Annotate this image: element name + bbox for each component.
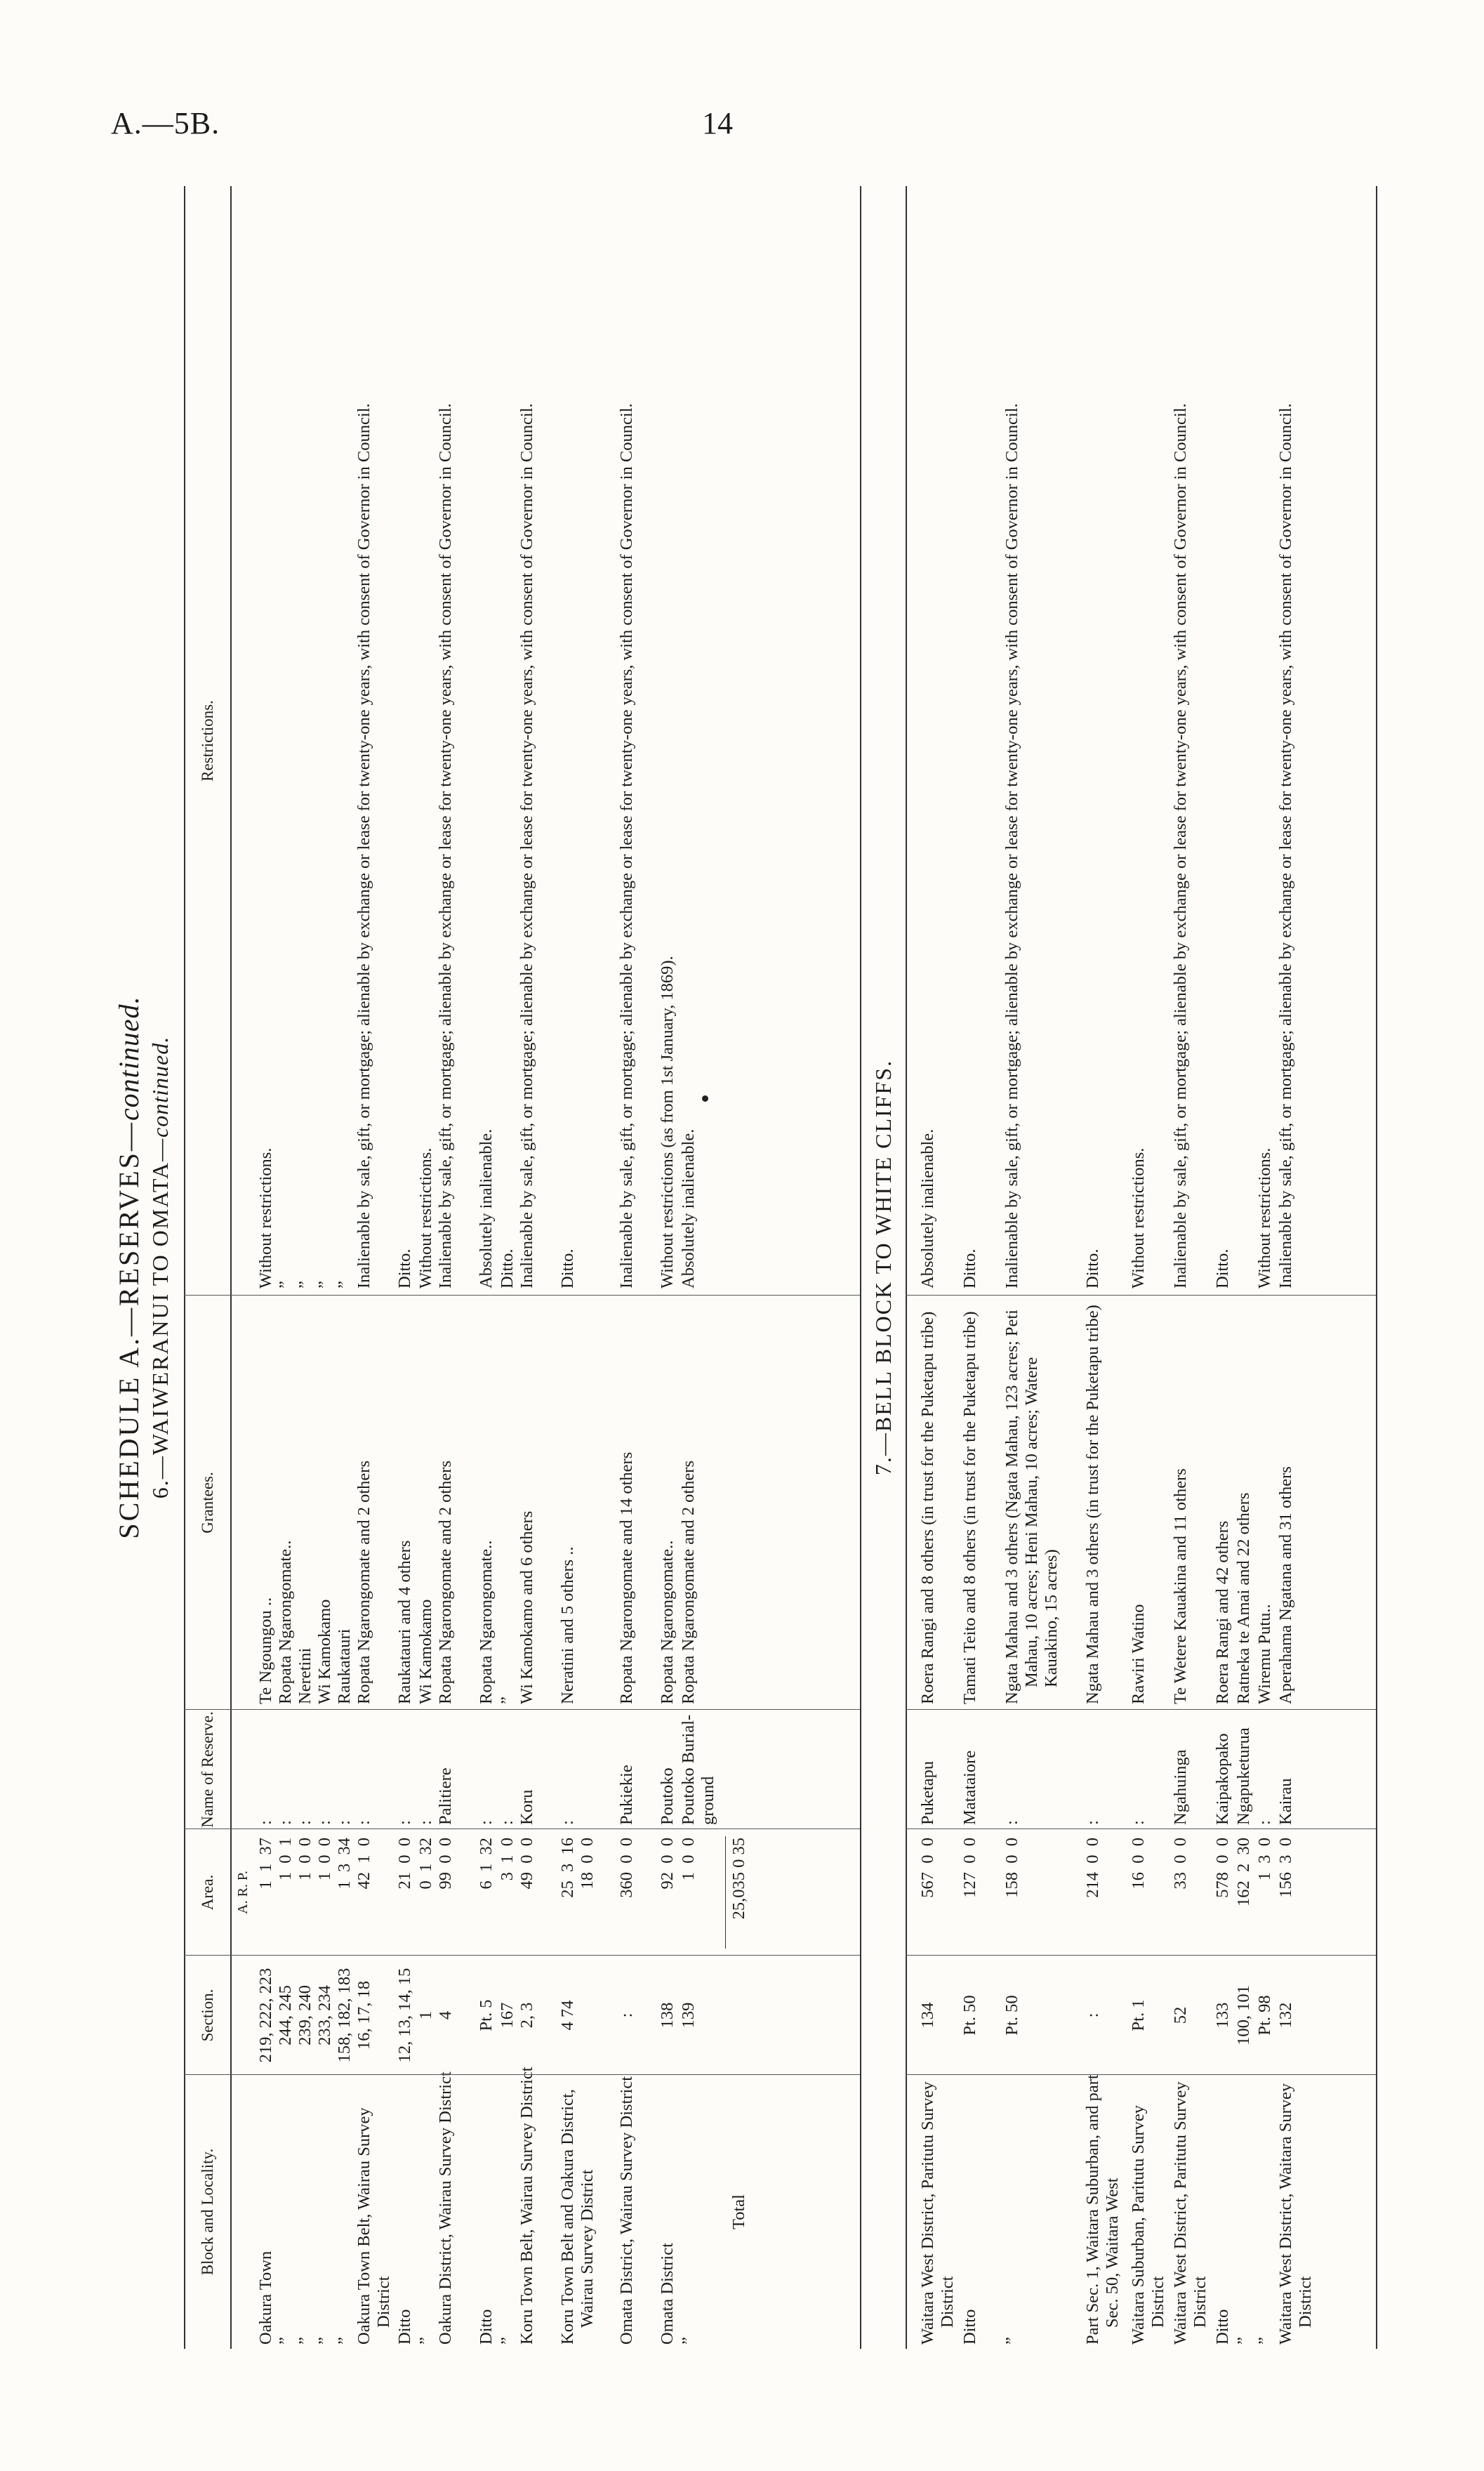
sec7-section: 132 — [1276, 2002, 1295, 2029]
sec6-restrictions: Inalienable by sale, gift, or mortgage; alienable by exchange or lease for twenty-one years, with consent of Governor in Council. — [517, 403, 536, 1289]
sec6-grantees: Wi Kamokamo — [416, 1599, 435, 1704]
heading-suffix: continued. — [113, 996, 145, 1121]
sec7-restrictions: Ditto. — [1213, 1248, 1232, 1289]
sec6-restrictions: Without restrictions. — [256, 1147, 275, 1289]
sec6-col-divider — [184, 1828, 860, 1829]
sec6-grantees: Wi Kamokamo and 6 others — [517, 1510, 536, 1704]
table-top-rule — [184, 186, 185, 2349]
sec6-grantees: Raukatauri and 4 others — [395, 1540, 414, 1704]
sec6-restrictions: Without restrictions. — [416, 1147, 435, 1289]
sec7-locality: Ditto — [1213, 2309, 1232, 2345]
sec6-grantees: Ropata Ngarongomate.. — [477, 1540, 496, 1704]
rotated-schedule — [105, 186, 1390, 2349]
sec7-section: Pt. 98 — [1255, 1995, 1274, 2036]
sec6-col-divider — [184, 1295, 860, 1296]
sec6-locality: Oakura District, Wairau Survey District — [436, 2071, 455, 2345]
heading-main: SCHEDULE A.—RESERVES— — [113, 1121, 145, 1539]
sec7-section: : — [1083, 2012, 1102, 2018]
sec6-restrictions: Inalienable by sale, gift, or mortgage; alienable by exchange or lease for twenty-one years, with consent of Governor in Council. — [617, 403, 636, 1289]
sec6-restrictions: Absolutely inalienable. — [477, 1128, 496, 1289]
sec6-grantees: Raukatauri — [335, 1628, 354, 1704]
sec7-reserve: Puketapu — [918, 1760, 937, 1825]
sec7-grantees: Tamati Teito and 8 others (in trust for the Puketapu tribe) — [960, 1311, 979, 1704]
sec6-reserve: : — [558, 1820, 577, 1825]
sec7-restrictions: Inalienable by sale, gift, or mortgage; alienable by exchange or lease for twenty-one years, with consent of Governor in Council. — [1276, 403, 1295, 1289]
sec6-locality: Koru Town Belt, Wairau Survey District — [517, 2067, 536, 2345]
sec6-reserve: : — [296, 1820, 314, 1825]
sec6-reserve: Poutoko Burial-ground — [679, 1714, 717, 1825]
sec7-reserve: Kairau — [1276, 1778, 1295, 1825]
sec7-locality: Part Sec. 1, Waitara Suburban, and part Sec. 50, Waitara West — [1083, 2074, 1122, 2345]
sec6-reserve: : — [276, 1820, 295, 1825]
sec7-area: 567 0 0 — [918, 1838, 937, 1898]
sec7-reserve: : — [1083, 1820, 1102, 1825]
sec6-area: 1 0 1 — [276, 1838, 295, 1881]
sec7-section: Pt. 50 — [960, 1995, 979, 2036]
sec6-area: 3 1 0 — [498, 1838, 517, 1881]
sec7-grantees: Ngata Mahau and 3 others (in trust for the Puketapu tribe) — [1083, 1305, 1102, 1704]
sec7-area: 33 0 0 — [1171, 1838, 1190, 1890]
sec6-restrictions: Inalienable by sale, gift, or mortgage; alienable by exchange or lease for twenty-one years, with consent of Governor in Council. — [436, 403, 455, 1289]
sec6-area: 360 0 0 — [617, 1838, 636, 1898]
sec7-area: 162 2 30 — [1234, 1838, 1253, 1906]
sec6-section: : — [617, 2012, 636, 2018]
section-6-title-suffix: continued. — [147, 1036, 173, 1138]
sec6-section: 139 — [679, 2002, 698, 2029]
sec6-grantees: Ropata Ngarongomate.. — [276, 1540, 295, 1704]
sec6-area: 21 0 0 — [395, 1838, 414, 1890]
sec6-area: 1 1 37 — [256, 1838, 275, 1890]
sec7-grantees: Ngata Mahau and 3 others (Ngata Mahau, 123 acres; Peti Mahau, 10 acres; Heni Mahau, 10 acres; Watere Kauakino, 15 acres) — [1002, 1310, 1061, 1704]
sec7-section: Pt. 1 — [1129, 1999, 1148, 2031]
sec7-section: Pt. 50 — [1002, 1995, 1021, 2036]
sec6-restrictions: Ditto. — [498, 1248, 517, 1289]
sec6-locality: ” — [296, 2337, 314, 2345]
sec6-locality: ” — [416, 2337, 435, 2345]
sec6-grantees: Wi Kamokamo — [315, 1599, 334, 1704]
sec6-section: 158, 182, 183 — [335, 1968, 354, 2063]
sec7-section: 100, 101 — [1234, 1985, 1253, 2045]
sec6-grantees: Ropata Ngarongomate.. — [658, 1540, 677, 1704]
sec6-section: 167 — [498, 2002, 517, 2029]
sec6-grantees: Ropata Ngarongomate and 2 others — [436, 1461, 455, 1704]
sec6-reserve: Palitiere — [436, 1767, 455, 1825]
sec6-col-divider — [184, 1709, 860, 1710]
sec6-locality: ” — [335, 2337, 354, 2345]
sec7-grantees: Rawiri Watino — [1129, 1604, 1148, 1704]
sec6-reserve: : — [395, 1820, 414, 1825]
sec7-locality: Ditto — [960, 2309, 979, 2345]
sec6-locality: Oakura Town Belt, Wairau Survey District — [355, 2107, 393, 2345]
sec7-locality: Waitara West District, Paritutu Survey District — [1171, 2081, 1210, 2345]
sec7-locality: Waitara West District, Waitara Survey District — [1276, 2083, 1315, 2345]
section-6-title-text: 6.—WAIWERANUI TO OMATA— — [147, 1137, 173, 1499]
sec7-reserve: Kaipakopako — [1213, 1733, 1232, 1825]
section-6-bottom-rule — [860, 186, 861, 2349]
total-area: 25,035 0 35 — [729, 1838, 748, 1920]
sec7-area: 16 0 0 — [1129, 1838, 1148, 1890]
sec7-locality: Waitara Suburban, Paritutu Survey District — [1129, 2105, 1167, 2345]
sec6-section: 4 — [436, 2010, 455, 2020]
sec7-restrictions: Ditto. — [1083, 1248, 1102, 1289]
sec7-restrictions: Inalienable by sale, gift, or mortgage; alienable by exchange or lease for twenty-one years, with consent of Governor in Council. — [1002, 403, 1021, 1289]
sec6-reserve: Koru — [517, 1789, 536, 1825]
sec6-restrictions: ” — [276, 1281, 295, 1289]
sec7-reserve: : — [1255, 1820, 1274, 1825]
sec6-area: 25 3 16 18 0 0 — [558, 1838, 597, 1898]
sec7-reserve: Matataiore — [960, 1750, 979, 1825]
sec6-area: 1 0 0 — [679, 1838, 698, 1881]
sec7-reserve: Ngapuketurua — [1234, 1727, 1253, 1825]
sec7-col-divider — [906, 2074, 1376, 2075]
sec6-restrictions: Absolutely inalienable. — [679, 1128, 698, 1289]
area-units: A. R. P. — [235, 1871, 251, 1914]
sec6-area: 1 0 0 — [315, 1838, 334, 1881]
sec6-locality: ” — [498, 2337, 517, 2345]
sec6-area: 0 1 32 — [416, 1838, 435, 1890]
sec7-grantees: Wiremu Putu.. — [1255, 1604, 1274, 1704]
sec6-reserve: : — [416, 1820, 435, 1825]
sec6-reserve: : — [256, 1820, 275, 1825]
sec7-grantees: Aperahama Ngatana and 31 others — [1276, 1466, 1295, 1704]
sec6-reserve: : — [335, 1820, 354, 1825]
sec7-restrictions: Without restrictions. — [1255, 1147, 1274, 1289]
sec7-section: 133 — [1213, 2002, 1232, 2029]
sec6-restrictions: ” — [335, 1281, 354, 1289]
sec7-reserve: : — [1002, 1820, 1021, 1825]
column-header: Name of Reserve. — [199, 1711, 216, 1828]
header-bottom-rule — [230, 186, 232, 2349]
sec7-locality: Waitara West District, Paritutu Survey District — [918, 2081, 957, 2345]
sec7-locality: ” — [1234, 2337, 1253, 2345]
sec7-col-divider — [906, 1709, 1376, 1710]
sec7-locality: ” — [1002, 2337, 1021, 2345]
sec6-restrictions: Ditto. — [395, 1248, 414, 1289]
sec7-reserve: Ngahuinga — [1171, 1749, 1190, 1825]
sec7-area: 127 0 0 — [960, 1838, 979, 1898]
column-header: Section. — [199, 1989, 216, 2042]
sec6-grantees: Ropata Ngarongomate and 2 others — [679, 1461, 698, 1704]
page-identifier: A.—5B. — [111, 106, 220, 140]
sec6-restrictions: Without restrictions (as from 1st January, 1869). — [658, 956, 677, 1289]
sec7-section: 134 — [918, 2002, 937, 2029]
page-number: 14 — [702, 106, 733, 140]
sec6-section: Pt. 5 — [477, 1999, 496, 2031]
column-header: Restrictions. — [199, 700, 216, 782]
sec6-area: 1 3 34 — [335, 1838, 354, 1890]
sec7-area: 158 0 0 — [1002, 1838, 1021, 1898]
sec6-area: 1 0 0 — [296, 1838, 314, 1881]
sec7-grantees: Roera Rangi and 8 others (in trust for the Puketapu tribe) — [918, 1311, 937, 1704]
sec7-restrictions: Absolutely inalienable. — [918, 1128, 937, 1289]
sec6-locality: Ditto — [477, 2309, 496, 2345]
section-6-title — [147, 186, 173, 2349]
sec7-area: 578 0 0 — [1213, 1838, 1232, 1898]
sec6-restrictions: ” — [315, 1281, 334, 1289]
column-header: Grantees. — [199, 1472, 216, 1534]
sec6-grantees: ” — [498, 1696, 517, 1704]
sec6-reserve: : — [498, 1820, 517, 1825]
sec6-section: 1 — [416, 2010, 435, 2020]
sec6-locality: Koru Town Belt and Oakura District, Wairau Survey District — [558, 2089, 597, 2345]
sec6-area: 99 0 0 — [436, 1838, 455, 1890]
sec7-col-divider — [906, 1295, 1376, 1296]
sec6-section: 4 74 — [558, 2000, 577, 2031]
sec6-locality: Omata District, Wairau Survey District — [617, 2076, 636, 2345]
sec7-grantees: Te Wetere Kauakina and 11 others — [1171, 1468, 1190, 1704]
sec6-reserve: : — [477, 1820, 496, 1825]
sec6-grantees: Te Ngoungou .. — [256, 1597, 275, 1704]
sec6-area: 49 0 0 — [517, 1838, 536, 1890]
column-header: Block and Locality. — [199, 2148, 216, 2276]
sec6-area: 42 1 0 — [355, 1838, 373, 1890]
sec6-col-divider — [184, 2074, 860, 2075]
sec6-col-divider — [184, 1955, 860, 1956]
sec6-section: 12, 13, 14, 15 — [395, 1968, 414, 2063]
sec6-grantees: Ropata Ngarongomate and 2 others — [355, 1461, 373, 1704]
sec6-restrictions: Inalienable by sale, gift, or mortgage; alienable by exchange or lease for twenty-one years, with consent of Governor in Council. — [355, 403, 373, 1289]
sec7-restrictions: Inalienable by sale, gift, or mortgage; alienable by exchange or lease for twenty-one years, with consent of Governor in Council. — [1171, 403, 1190, 1289]
total-label: Total — [729, 2194, 748, 2229]
sec6-area: 92 0 0 — [658, 1838, 677, 1890]
sec6-locality: Omata District — [658, 2243, 677, 2345]
sec7-area: 1 3 0 — [1255, 1838, 1274, 1881]
sec6-section: 16, 17, 18 — [355, 1981, 373, 2050]
sec6-section: 138 — [658, 2002, 677, 2029]
sec6-grantees: Neratini and 5 others .. — [558, 1546, 577, 1704]
sec6-locality: Oakura Town — [256, 2251, 275, 2345]
sec6-locality: Ditto — [395, 2309, 414, 2345]
sec6-reserve: : — [355, 1820, 373, 1825]
sec6-reserve: : — [315, 1820, 334, 1825]
sec7-area: 214 0 0 — [1083, 1838, 1102, 1898]
sec6-restrictions: Ditto. — [558, 1248, 577, 1289]
sec7-section: 52 — [1171, 2006, 1190, 2024]
sec6-locality: ” — [679, 2337, 698, 2345]
sec7-grantees: Ratneka te Amai and 22 others — [1234, 1492, 1253, 1704]
total-rule — [725, 1836, 726, 1949]
schedule-heading — [112, 186, 145, 2349]
column-header: Area. — [199, 1874, 216, 1911]
table-bottom-rule — [1376, 186, 1377, 2349]
sec6-section: 219, 222, 223 — [256, 1968, 275, 2063]
sec6-area: 6 1 32 — [477, 1838, 496, 1890]
sec7-restrictions: Without restrictions. — [1129, 1147, 1148, 1289]
sec6-section: 244, 245 — [276, 1985, 295, 2045]
sec6-section: 2, 3 — [517, 2002, 536, 2029]
sec6-grantees: Neretini — [296, 1647, 314, 1704]
section-7-top-rule — [906, 186, 907, 2349]
sec7-restrictions: Ditto. — [960, 1248, 979, 1289]
sec6-reserve: Pukiekie — [617, 1765, 636, 1825]
sec6-grantees: Ropata Ngarongomate and 14 others — [617, 1451, 636, 1704]
sec6-restrictions: ” — [296, 1281, 314, 1289]
sec7-col-divider — [906, 1828, 1376, 1829]
sec7-col-divider — [906, 1955, 1376, 1956]
sec6-locality: ” — [276, 2337, 295, 2345]
sec7-grantees: Roera Rangi and 42 others — [1213, 1520, 1232, 1704]
sec6-section: 239, 240 — [296, 1985, 314, 2045]
sec6-reserve: Poutoko — [658, 1767, 677, 1825]
sec6-section: 233, 234 — [315, 1985, 334, 2045]
sec7-reserve: : — [1129, 1820, 1148, 1825]
section-7-title: 7.—BELL BLOCK TO WHITE CLIFFS. — [870, 1059, 896, 1476]
sec6-locality: ” — [315, 2337, 334, 2345]
sec7-area: 156 3 0 — [1276, 1838, 1295, 1898]
sec7-locality: ” — [1255, 2337, 1274, 2345]
